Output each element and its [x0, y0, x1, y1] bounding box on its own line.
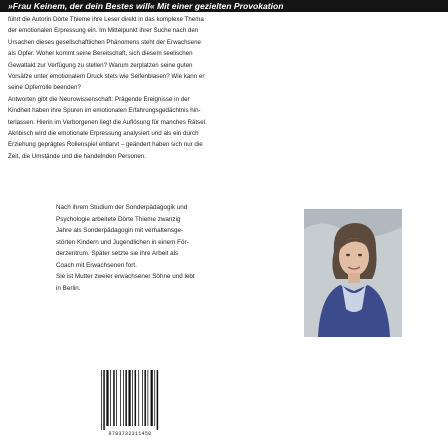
bio-line: derzentrum. Später setzte sie ihre Arbeit als [56, 250, 179, 257]
barcode-bar [116, 370, 117, 426]
bio-line: Jahre als Sonderpädagogin mit verhaltensge- [56, 227, 184, 234]
bio-line: Nach ihrem Studium der Sonderpädagogik und [56, 204, 188, 211]
blurb-line: der emotionalen Erpressung ein. Im Mittelpunkt ihrer Suche nach den [8, 27, 199, 35]
blurb-line: als Opfer. Woher kommt seine Bereitschaft, sich diesem seelischen [8, 50, 193, 58]
barcode-bar [138, 370, 139, 426]
barcode-bar [120, 370, 121, 426]
barcode-bar [135, 370, 137, 426]
barcode-bar [132, 370, 133, 426]
blurb-line: Akribisch wird die emotionale Erpressung analysiert und als ein durch [8, 130, 199, 138]
barcode-bar [144, 370, 146, 426]
blurb-line: terlassen. Hierin im Verborgenen liegt die Auflösung für manches Rätsel. [8, 118, 207, 126]
blurb-line: Kindheit haben ihre Spuren im emotionalen Erfahrungsgedächtnis hin- [8, 107, 201, 115]
author-photo [304, 209, 402, 337]
blurb-line: führt die Autorin Dörte Thieme ihre Leser direkt in das komplexe Thema [8, 16, 204, 23]
barcode-bar [123, 370, 124, 426]
isbn-barcode [100, 370, 160, 442]
barcode-bar [142, 370, 143, 426]
bio-line: in Berlin. [56, 284, 81, 292]
barcode-number: 9783732311450 [108, 431, 152, 437]
barcode-bar [151, 370, 153, 426]
barcode-bar [157, 370, 159, 430]
headline-banner: »Frau Keinem, der dein Bestes will« Mit einer gezielten Provokation [0, 0, 448, 12]
blurb-line: Zeit, die Umstände und die handelnden Personen. [8, 152, 146, 160]
blurb-line: Antworten gibt die Neurowissenschaft: Prägende Ereignisse in der [8, 95, 190, 103]
blurb-line: Vorsätze unter emotionalem Druck stets wie Seifenblasen? Wie kann er [8, 73, 205, 81]
author-portrait-icon [304, 209, 402, 337]
barcode-icon [100, 370, 160, 430]
barcode-bar [106, 370, 108, 426]
barcode-bar [154, 370, 155, 426]
barcode-bar [113, 370, 115, 426]
blurb-line: Erziehung geprägtes Rollenspiel entlarvt – geändert haben sich nur die [8, 141, 203, 149]
bio-line: störten Kindern und Jugendlichen in einem För- [56, 238, 189, 246]
barcode-bar [101, 370, 102, 430]
barcode-bar [148, 370, 149, 426]
blurb-line: Ursachen dieses gesellschaftlichen Phänomens steht der Erwachsene [8, 38, 201, 46]
author-bio [56, 202, 296, 294]
blurb-text [8, 14, 440, 162]
barcode-bar [128, 370, 130, 426]
blurb-line: Gewaltakt zur Verfügung zu stellen? Warum zerplatzen seine guten [8, 61, 193, 69]
barcode-bar [103, 370, 105, 430]
bio-line: Psychologie arbeitete Dörte Thieme zwanzig [56, 215, 181, 223]
blurb-line: seine Opferrolle beenden? [8, 84, 81, 92]
barcode-bar [110, 370, 111, 426]
bio-line: Sie ist Mutter zweier erwachsener Söhne und lebt [56, 273, 195, 280]
bio-line: Coach mit Erwachsenen fort. [56, 261, 137, 269]
barcode-bar [125, 370, 127, 426]
